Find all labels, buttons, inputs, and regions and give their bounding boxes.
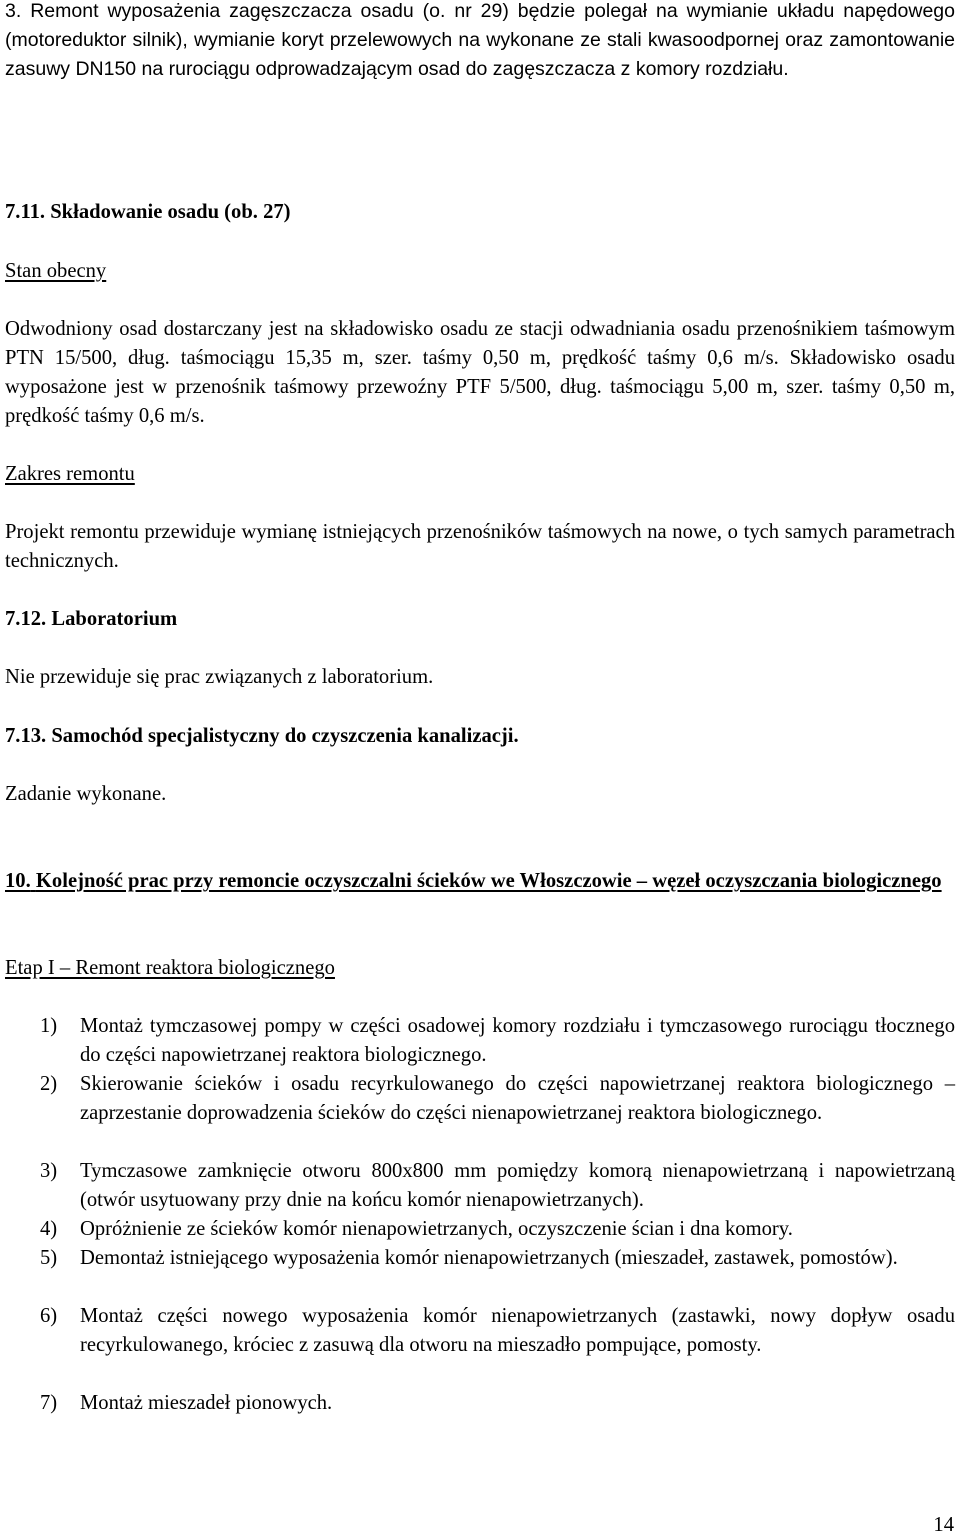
stage-label: Etap I – Remont reaktora biologicznego [5,957,335,979]
section-7-13-heading: 7.13. Samochód specjalistyczny do czyszczenia kanalizacji. [5,725,519,747]
section-7-13-text: Zadanie wykonane. [5,783,167,805]
list-item-number: 1) [40,1015,58,1037]
current-state-text: Odwodniony osad dostarczany jest na składowisko osadu ze stacji odwadniania osadu przenośnikiem taśmowym PTN 15/500, dług. taśmociągu 15,35 m, szer. taśmy 0,50 m, prędkość taśmy 0,6 m/s. Składowisko osadu wyposażone jest w przenośnik taśmowy przewoźny PTF 5/500, dług. taśmociągu 5,00 m, szer. taśmy 0,50 m, prędkość taśmy 0,6 m/s. [5,318,955,427]
list-item-number: 6) [40,1305,58,1327]
section-7-12-text: Nie przewiduje się prac związanych z laboratorium. [5,666,434,688]
list-item-text: Tymczasowe zamknięcie otworu 800x800 mm pomiędzy komorą nienapowietrzaną i napowietrzaną (otwór usytuowany przy dnie na końcu komór nienapowietrzanych). [80,1160,955,1211]
list-item-text: Opróżnienie ze ścieków komór nienapowietrzanych, oczyszczenie ścian i dna komory. [80,1218,793,1240]
list-item-number: 4) [40,1218,58,1240]
list-item-number: 5) [40,1247,58,1269]
section-10-heading [5,867,955,896]
scope-label: Zakres remontu [5,463,135,485]
current-state-label: Stan obecny [5,260,107,282]
list-item-number: 2) [40,1073,58,1095]
list-item-number: 3) [40,1160,58,1182]
intro-paragraph: 3. Remont wyposażenia zagęszczacza osadu (o. nr 29) będzie polegał na wymianie układu napędowego (motoreduktor silnik), wymianie koryt przelewowych na wykonane ze stali kwasoodpornej oraz zamontowanie zasuwy DN150 na rurociągu odprowadzającym osad do zagęszczacza z komory rozdziału. [5,0,955,80]
list-item-number: 7) [40,1392,58,1414]
list-item-text: Montaż mieszadeł pionowych. [80,1392,333,1414]
list-item-text: Skierowanie ścieków i osadu recyrkulowanego do części napowietrzanej reaktora biologicznego – zaprzestanie doprowadzenia ścieków do części nienapowietrzanej reaktora biologicznego. [80,1073,955,1124]
section-10-number: 10. [5,870,31,892]
page-number: 14 [933,1514,954,1536]
list-item-text: Montaż tymczasowej pompy w części osadowej komory rozdziału i tymczasowego rurociągu tłocznego do części napowietrzanej reaktora biologicznego. [80,1015,955,1066]
list-item-text: Montaż części nowego wyposażenia komór nienapowietrzanych (zastawki, nowy dopływ osadu recyrkulowanego, króciec z zasuwą dla otworu na mieszadło pompujące, pomosty. [80,1305,955,1356]
scope-text: Projekt remontu przewiduje wymianę istniejących przenośników taśmowych na nowe, o tych samych parametrach technicznych. [5,521,955,572]
section-7-11-heading: 7.11. Składowanie osadu (ob. 27) [5,201,291,223]
section-10-title: Kolejność prac przy remoncie oczyszczalni ścieków we Włoszczowie – węzeł oczyszczania biologicznego [35,870,942,892]
list-item-text: Demontaż istniejącego wyposażenia komór nienapowietrzanych (mieszadeł, zastawek, pomostów). [80,1247,898,1269]
section-7-12-heading: 7.12. Laboratorium [5,608,178,630]
